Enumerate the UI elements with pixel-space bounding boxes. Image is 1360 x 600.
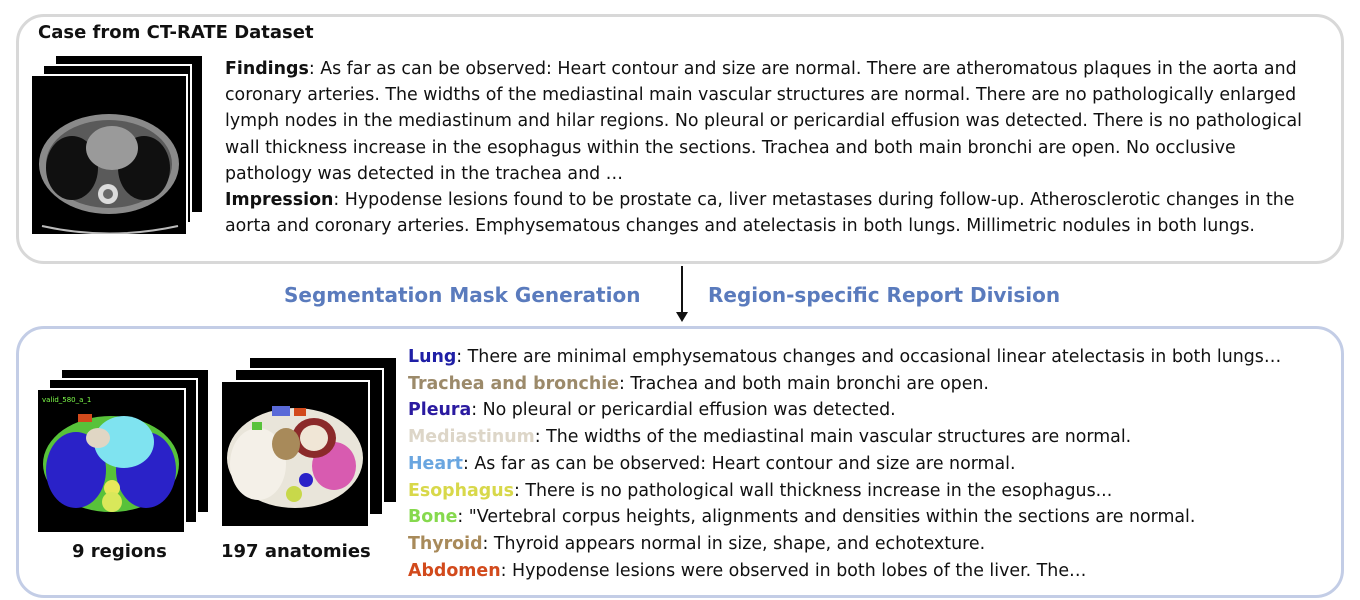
region-row-pleura — [408, 397, 1281, 424]
region-mask-stack — [36, 368, 216, 538]
ct-slice-front — [30, 74, 188, 236]
ct-scan-image — [32, 76, 186, 234]
region-row-trachea — [408, 371, 1281, 398]
region-mask-image — [38, 390, 184, 532]
region-row-abdomen — [408, 558, 1281, 585]
region-name: Lung — [408, 347, 457, 367]
caption-197-anatomies: 197 anatomies — [221, 541, 371, 562]
down-arrow-icon — [676, 312, 688, 322]
anatomy-slice-front — [220, 380, 370, 528]
region-text: : There is no pathological wall thickness increase in the esophagus... — [513, 480, 1113, 501]
region-row-lung — [408, 344, 1281, 371]
region-name: Esophagus — [408, 480, 514, 501]
impression-label: Impression — [225, 190, 334, 211]
anatomy-mask-image — [222, 382, 368, 526]
region-row-bone — [408, 504, 1281, 531]
step-region-report-division: Region-specific Report Division — [708, 283, 1061, 307]
region-text: : Trachea and both main bronchi are open. — [618, 373, 989, 394]
caption-9-regions: 9 regions — [72, 541, 167, 562]
impression-text: : Hypodense lesions found to be prostate ca, liver metastases during follow-up. Atherosclerotic changes in the aorta and coronary arteries. Emphysematous changes and atelectasis in both lungs. Millimetric nodules in both lungs. — [225, 190, 1295, 237]
impression-paragraph — [225, 187, 1325, 239]
region-name: Thyroid — [408, 533, 483, 554]
flow-arrow-line — [681, 266, 683, 316]
region-row-mediastinum — [408, 424, 1281, 451]
ct-slice-stack — [30, 54, 200, 244]
region-text: : There are minimal emphysematous changes and occasional linear atelectasis in both lungs… — [456, 347, 1282, 367]
anatomy-mask-stack — [220, 356, 400, 536]
region-row-esophagus — [408, 478, 1281, 505]
region-name: Heart — [408, 453, 463, 474]
region-report-list — [408, 344, 1281, 584]
region-name: Pleura — [408, 400, 472, 421]
findings-label: Findings — [225, 59, 309, 79]
region-name: Bone — [408, 507, 458, 528]
case-title: Case from CT-RATE Dataset — [38, 22, 314, 43]
region-name: Mediastinum — [408, 427, 535, 448]
region-name: Trachea and bronchie — [408, 373, 619, 394]
region-text: : Hypodense lesions were observed in both lobes of the liver. The… — [500, 560, 1087, 581]
report-text — [225, 56, 1325, 239]
region-text: : Thyroid appears normal in size, shape, and echotexture. — [482, 533, 986, 554]
findings-text: : As far as can be observed: Heart contour and size are normal. There are atheromatous plaques in the aorta and coronary arteries. The widths of the mediastinal main vascular structures are normal. There are no pathologically enlarged lymph nodes in the mediastinum and hilar regions. No pleural or pericardial effusion was detected. There is no pathological wall thickness increase in the esophagus within the sections. Trachea and both main bronchi are open. No occlusive pathology was detected in the trachea and … — [225, 59, 1302, 184]
region-text: : No pleural or pericardial effusion was detected. — [471, 400, 896, 421]
region-name: Abdomen — [408, 560, 501, 581]
region-text: : The widths of the mediastinal main vascular structures are normal. — [534, 427, 1132, 448]
mask-slice-front — [36, 388, 186, 534]
step-segmentation-mask-generation: Segmentation Mask Generation — [284, 283, 641, 307]
region-text: : "Vertebral corpus heights, alignments and densities within the sections are normal. — [457, 507, 1196, 528]
findings-paragraph — [225, 56, 1325, 187]
region-row-thyroid — [408, 531, 1281, 558]
svg-text:valid_580_a_1: valid_580_a_1 — [42, 396, 92, 404]
region-text: : As far as can be observed: Heart contour and size are normal. — [462, 453, 1016, 474]
region-row-heart — [408, 451, 1281, 478]
